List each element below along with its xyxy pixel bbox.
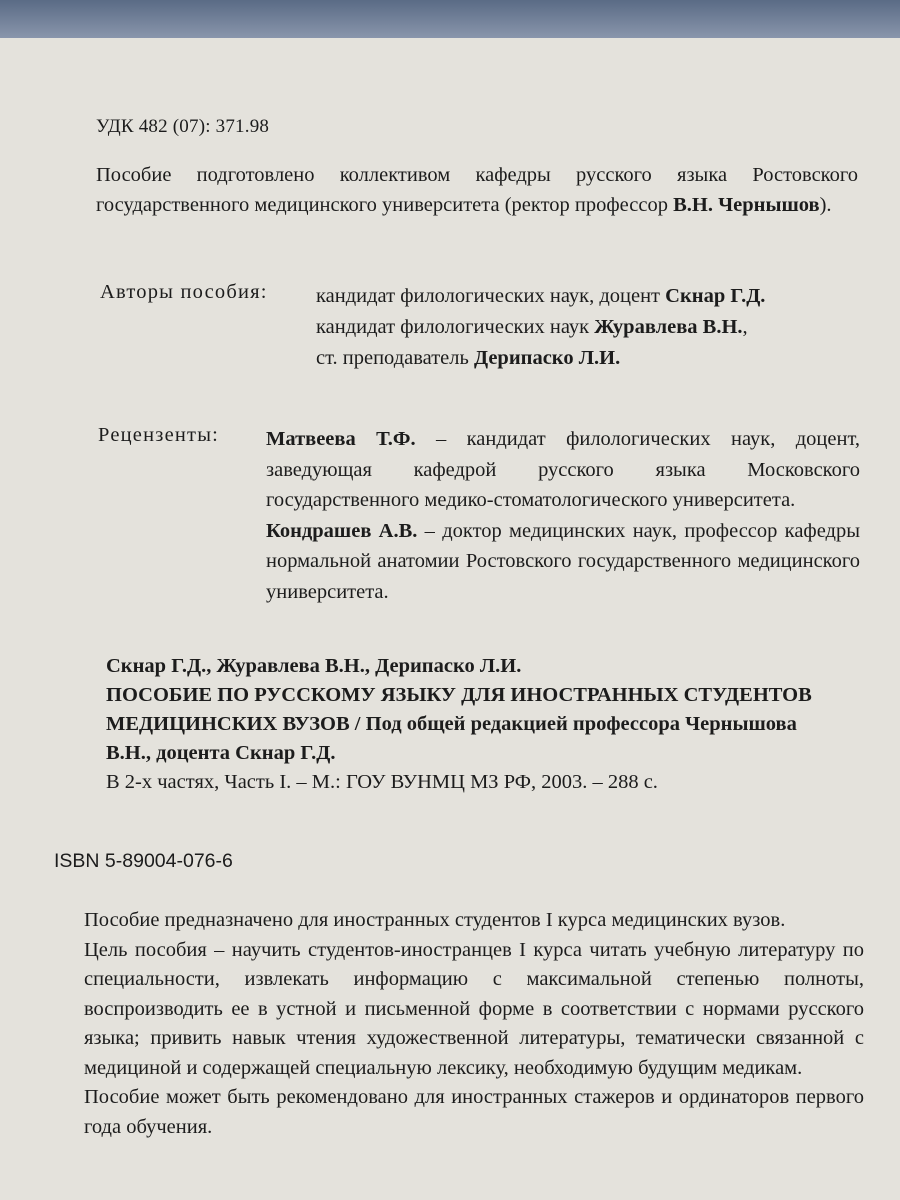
abstract <box>84 906 864 1142</box>
author-name: Дерипаско Л.И. <box>473 347 621 369</box>
book-cover-edge <box>0 0 900 42</box>
bibliographic-citation <box>106 652 826 797</box>
author-name: Журавлева В.Н. <box>594 316 743 338</box>
citation-title: ПОСОБИЕ ПО РУССКОМУ ЯЗЫКУ ДЛЯ ИНОСТРАННЫХ СТУДЕНТОВ МЕДИЦИНСКИХ ВУЗОВ / Под общей редакцией профессора Чернышова В.Н., доцента Скнар Г.Д. <box>106 684 812 764</box>
intro-text: Пособие подготовлено коллективом кафедры русского языка Ростовского государственного медицинского университета (ректор профессор <box>96 164 858 216</box>
reviewers-label: Рецензенты: <box>98 424 220 446</box>
authors-list <box>316 281 866 374</box>
abstract-paragraph: Пособие предназначено для иностранных студентов I курса медицинских вузов. <box>84 909 786 931</box>
abstract-paragraph: Пособие может быть рекомендовано для иностранных стажеров и ординаторов первого года обучения. <box>84 1086 864 1138</box>
author-line: ст. преподаватель Дерипаско Л.И. <box>316 347 621 369</box>
reviewer-name: Кондрашев А.В. <box>266 519 418 542</box>
abstract-paragraph: Цель пособия – научить студентов-иностранцев I курса читать учебную литературу по специальности, извлекать информацию с максимальной степенью полноты, воспроизводить ее в устной и письменной форме в соответствии с нормами русского языка; привить навык чтения художественной литературы, тематически связанной с медициной и содержащей специальную лексику, необходимую будущим медикам. <box>84 938 864 1079</box>
reviewer-desc: – кандидат филологических наук, доцент, заведующая кафедрой русского языка Московского государственного медико-стоматологического университета. <box>266 428 860 511</box>
isbn-number: ISBN 5-89004-076-6 <box>54 850 233 872</box>
udk-code: УДК 482 (07): 371.98 <box>96 116 270 137</box>
intro-tail: ). <box>819 194 832 216</box>
reviewer-entry <box>266 516 860 608</box>
reviewer-entry <box>266 424 860 516</box>
citation-authors: Скнар Г.Д., Журавлева В.Н., Дерипаско Л.И. <box>106 655 522 677</box>
author-name: Скнар Г.Д. <box>665 285 766 307</box>
rector-name: В.Н. Чернышов <box>673 194 820 216</box>
authors-label: Авторы пособия: <box>100 281 268 303</box>
intro-paragraph <box>96 160 858 220</box>
book-page <box>0 38 900 1200</box>
reviewers-list <box>266 424 860 607</box>
citation-details: В 2-х частях, Часть I. – М.: ГОУ ВУНМЦ МЗ РФ, 2003. – 288 с. <box>106 771 658 793</box>
reviewer-name: Матвеева Т.Ф. <box>266 428 416 450</box>
author-line: кандидат филологических наук, доцент Скнар Г.Д. <box>316 285 766 307</box>
author-line: кандидат филологических наук Журавлева В.Н., <box>316 316 748 338</box>
reviewer-desc: – доктор медицинских наук, профессор кафедры нормальной анатомии Ростовского государственного медицинского университета. <box>266 519 860 603</box>
